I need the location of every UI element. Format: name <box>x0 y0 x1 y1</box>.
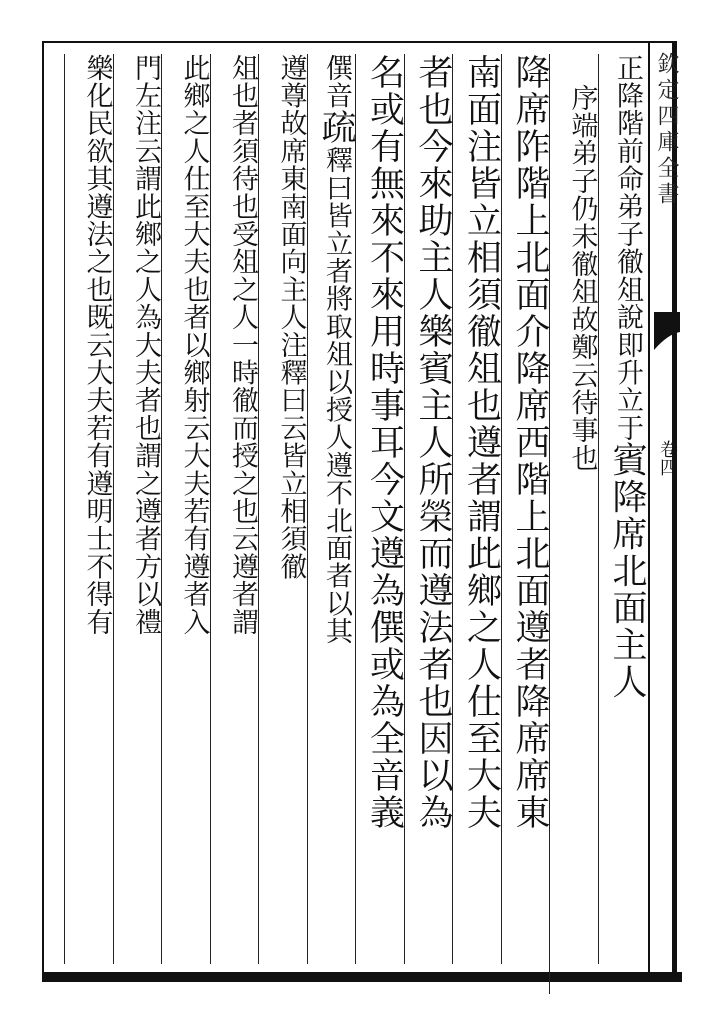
main-text: 疏 <box>316 109 356 147</box>
commentary-text: 正降階前命弟子徹俎說即升立于 <box>612 54 643 442</box>
commentary-text: 僎音 <box>321 54 352 110</box>
text-column-10 <box>161 54 211 964</box>
text-column-6 <box>355 54 405 964</box>
commentary-text: 序端弟子仍未徹俎故鄭云待事也 <box>566 84 598 472</box>
text-column-3 <box>501 54 551 964</box>
fish-tail-mark <box>654 312 680 364</box>
text-column-8 <box>258 54 308 964</box>
commentary-text: 釋曰皆立者將取俎以授人遵不北面者以其 <box>321 146 352 646</box>
text-column-9 <box>210 54 260 964</box>
commentary-text: 俎也者須待也受俎之人一時徹而授之也云遵者謂 <box>227 54 258 636</box>
commentary-text: 遵尊故席東南面向主人注釋曰云皆立相須徹 <box>275 54 307 581</box>
text-column-4 <box>452 54 502 964</box>
main-text: 降席阼階上北面介降席西階上北面遵者降席席東 <box>510 54 550 831</box>
text-column-12 <box>64 54 114 964</box>
text-column-7 <box>307 54 357 964</box>
commentary-text: 門左注云謂此鄉之人為大夫者也謂之遵者方以禮 <box>130 54 161 636</box>
main-text: 名或有無來不來用時事耳今文遵為僎或為全音義 <box>364 54 405 831</box>
text-column-1 <box>598 54 648 964</box>
text-column-11 <box>113 54 163 964</box>
main-text: 南面注皆立相須徹俎也遵者謂此鄉之人仕至大夫 <box>461 54 502 831</box>
main-text: 者也今來助主人樂賓主人所榮而遵法者也因以為 <box>413 54 453 831</box>
juan-number: 卷四 <box>657 440 678 476</box>
text-column-5 <box>404 54 454 964</box>
text-column-2 <box>549 54 599 994</box>
commentary-text: 樂化民欲其遵法之也既云大夫若有遵明士不得有 <box>81 54 113 636</box>
margin-title: 欽定四庫全書 <box>654 52 679 208</box>
commentary-text: 此鄉之人仕至大夫也者以鄉射云大夫若有遵者入 <box>178 54 210 636</box>
main-text: 賓降席北面主人 <box>607 441 647 701</box>
